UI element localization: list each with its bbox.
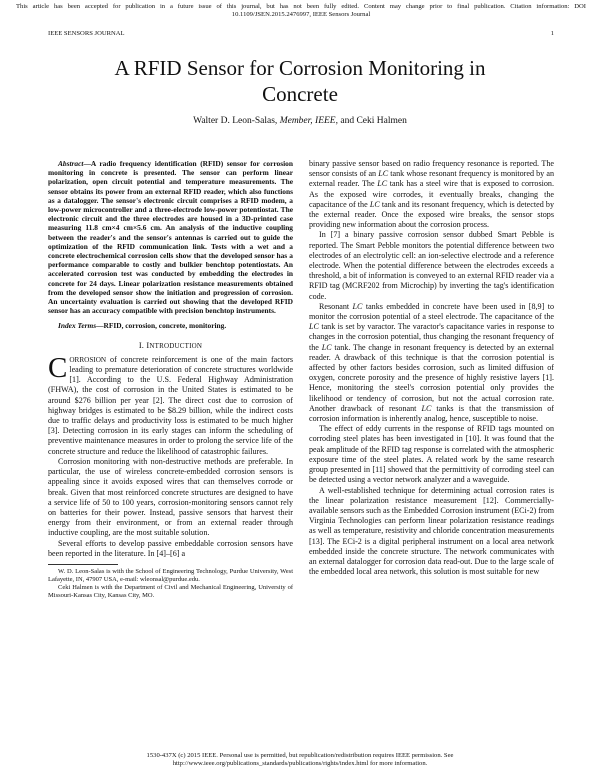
section-numeral: I. [138,340,145,350]
abstract-text: —A radio frequency identification (RFID) sensor for corrosion monitoring in concrete is presented. The sensor can perform linear polarization, open circuit potential and temperature measurements. The sensor obtains its power from an external RFID reader, which also functions as a datalogger. The sensor's electronic circuit comprises a RFID modem, a low-power microcontroller and a three-electrode low-power potentiostat. The electronic circuit and the three electrodes are housed in a 3D-printed case measuring 11.8 cm×4 cm×5.6 cm. An analysis of the inductive coupling between the reader's and the sensor's antennas is carried out to guide the optimization of the RFID communication link. Tests with a wet and a concrete electrochemical corrosion cells show that the developed sensor has a performance comparable to costly and bulkier benchtop potentiostats. An accelerated corrosion test was conducted by embedding the electrodes in concrete for 24 days. Linear polarization resistance measurements obtained from the developed sensor show the initiation and progression of corrosion. An uncertainty evaluation is carried out showing that the developed RFID sensor has an accuracy compatible with precision benchtop instruments. [48,159,293,316]
title-line-1: A RFID Sensor for Corrosion Monitoring in [114,56,486,80]
footnote-2: Ceki Halmen is with the Department of Civil and Mechanical Engineering, University of Missouri-Kansas City, Kansas City, MO. [48,583,293,599]
body-paragraph-4: The effect of eddy currents in the response of RFID tags mounted on corroding steel plates has been investigated in [10]. It was found that the peak amplitude of the RFID tag response is correlated with the atmospheric exposure time of the steel plates. A related work by the same research group presented in [11] showed that the permittivity of corroding steel can be detected using a vector network analyzer and a waveguide. [309,424,554,485]
copyright-line-1: 1530-437X (c) 2015 IEEE. Personal use is permitted, but republication/redistribution requires IEEE permission. See [146,752,454,759]
body-paragraph-1 [309,159,554,230]
text-run: tank is set by varactor. The varactor's capacitance varies in response to changes in the corrosion potential, thus changing the resonant frequency of the [309,322,554,352]
author-list [40,116,560,126]
section-heading [48,341,293,351]
intro-paragraph-3: Several efforts to develop passive embeddable corrosion sensors have been reported in the literature. In [4]–[6] a [48,538,293,558]
text-run: tanks is that the transmission of corrosion information is inherently analog, hence, susceptible to noise. [309,403,554,424]
author-2: and Ceki Halmen [340,116,407,126]
index-terms [48,321,293,330]
text-run: tank has a steel wire that is exposed to corrosion. As the exposed wire corrodes, it eventually breaks, changing the capacitance of the [309,179,554,209]
drop-cap: C [48,351,68,384]
author-1: Walter D. Leon-Salas, [193,116,278,126]
footnote-divider [48,564,118,565]
journal-name: IEEE SENSORS JOURNAL [48,30,125,37]
body-paragraph-2: In [7] a binary passive corrosion sensor dubbed Smart Pebble is reported. The Smart Pebble monitors the potential difference between two electrodes of an electrolytic cell: an ion-selective electrode and a reference electrode. When the potential difference between the electrodes exceeds a threshold, a bit of information is conveyed to an external RFID reader via a RFID tag (MCRF202 from Microchip) by inverting the tag's identification code. [309,230,554,301]
body-paragraph-5: A well-established technique for determining actual corrosion rates is the linear polarization resistance measurement [12]. Commercially-available sensors such as the Embedded Corrosion instrument (ECi-2) from Virginia Technologies can perform linear polarization resistance readings as well as temperature, resistivity and chloride concentration measurements [13]. The ECi-2 is a digital peripheral instrument on a local area network embedded inside the concrete structure. The network communicates with an external datalogger for corrosion data read-out. Due to the large scale of the embedded local area network, this solution is most suitable for new [309,485,554,577]
notice-line-2: 10.1109/JSEN.2015.2476997, IEEE Sensors Journal [231,11,371,19]
body-paragraph-3 [309,302,554,424]
lc-term: LC [378,169,389,179]
text-run: Resonant [319,301,353,311]
intro-text: of concrete reinforcement is one of the main factors leading to premature deterioration of concrete structures worldwide [1]. According to the U.S. Federal Highway Administration (FHWA), the cost of corrosion in the United States is estimated to be around $276 billion per year [2]. The direct cost due to corrosion of highway bridges is estimated to be $8.29 billion, while the indirect costs due to traffic delays and productivity loss is estimated to be much higher [3]. Detecting corrosion in its early stages can inform the scheduling of preventive maintenance measures in order to prolong the service life of the concrete structure and reduce the likelihood of catastrophic failures. [48,354,293,456]
lc-term: LC [377,179,388,189]
abstract-label: Abstract [58,159,84,168]
abstract [48,159,293,315]
index-terms-label: Index Terms [58,321,97,331]
paper-title [40,55,560,107]
left-column [48,159,293,600]
intro-paragraph-2: Corrosion monitoring with non-destructive methods are preferable. In particular, the use of wireless concrete-embedded corrosion sensors is appealing since it avoids exposed wires that can themselves corrode or break. Given that most reinforced concrete structures are designed to have a service life of 50 to 100 years, corrosion-monitoring sensors cannot rely on batteries for their power. Instead, passive sensors that harvest their energy from their environment, or from an external reader through inductive coupling, are the most suitable solution. [48,456,293,538]
running-head [48,30,554,37]
text-run: tank and its resonant frequency, which is detected by the external reader. Once the exposed wire breaks, the sensor stops providing new information about the corrosion process. [309,199,554,230]
copyright-line-2: http://www.ieee.org/publications_standards/publications/rights/index.html for more information. [172,760,428,767]
right-column [309,159,554,577]
lc-term: LC [369,199,380,209]
lc-term: LC [352,301,363,311]
footnote-1: W. D. Leon-Salas is with the School of Engineering Technology, Purdue University, West Lafayette, IN, 47907 USA, e-mail: wleonsal@purdue.edu. [48,567,293,583]
index-terms-text: —RFID, corrosion, concrete, monitoring. [96,321,227,331]
lc-term: LC [321,342,332,352]
text-run: tanks embedded in concrete have been used in [8,9] to monitor the corrosion potential of a steel electrode. The capacitance of the [309,301,554,322]
page-number: 1 [550,30,554,37]
section-title-rest: NTRODUCTION [149,341,203,350]
title-line-2: Concrete [262,82,338,106]
intro-paragraph-1 [48,351,293,457]
text-run: tank whose resonant frequency is monitored by an external reader. The [309,169,554,189]
section-first-letter: I [146,340,150,350]
intro-smallcaps: ORROSION [69,355,107,364]
lc-term: LC [309,322,319,332]
text-run: binary passive sensor based on radio frequency resonance is reported. The sensor consists of an [309,159,554,179]
copyright-footer [60,752,540,768]
author-1-role: Member, IEEE, [279,116,338,126]
publication-notice [16,3,586,19]
text-run: tank. The change in resonant frequency is detected by an external reader. A drawback of this technique is that the corrosion potential is affected by other factors besides corrosion, such as limited diffusion of oxygen, concrete porosity and the presence of highly resistive layers [1]. Hence, monitoring the steel's corrosion potential only provides the likelihood or tendency of corrosion, but not the actual corrosion rate. Another drawback of resonant [309,342,554,413]
lc-term: LC [421,403,432,413]
notice-line-1: This article has been accepted for publication in a future issue of this journal, but has not been fully edited. Content may change prior to final publication. Citation information: DOI [16,3,586,10]
